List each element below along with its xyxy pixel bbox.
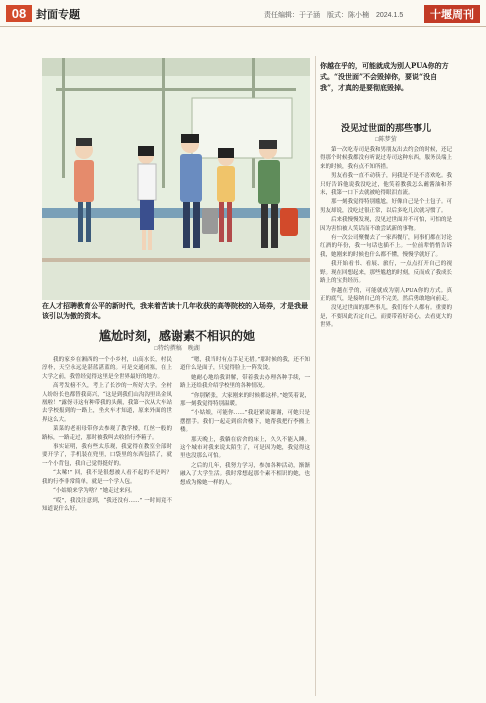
paragraph: 第一次吃寿司是我和男朋友出去约会的时候，还记得那个时候我都没有听说过寿司这种东西，服务员端上来的时候，我有点不知所措。 <box>320 147 452 170</box>
subway-scene-image <box>42 58 310 300</box>
paragraph: 我开始看书、看展、旅行，一点点打开自己的视野。现在回想起来，那些尴尬的时刻，反而成了我成长路上的宝贵经历。 <box>320 261 452 285</box>
paragraph: 那一刻我觉得特别尴尬，好像自己是个土包子。可男友却说，没吃过很正常，以后多吃几次就习惯了。 <box>320 199 452 214</box>
paragraph: 她耐心地给我讲解，带着我去办理各种手续，一路上还给我介绍学校里的各种情况。 <box>180 374 310 390</box>
article2-byline: □陈梦萤 <box>375 137 397 143</box>
paragraph: “你别紧张，大家刚来的时候都这样。”她笑着说，那一刻我觉得特别温暖。 <box>180 392 310 408</box>
subway-illustration <box>42 58 310 300</box>
article1-column-1 <box>42 356 172 694</box>
paragraph: “嗯，我当时有点手足无措。”那时候的我，还不知道什么是面子，只觉得脸上一阵发烫。 <box>180 357 310 372</box>
page-header <box>0 0 486 27</box>
paragraph: 后来我慢慢发现，没见过世面并不可怕，可怕的是因为害怕被人笑话而不敢尝试新的事物。 <box>320 217 452 232</box>
article2-title: 没见过世面的那些事儿 <box>340 124 431 134</box>
paragraph: 高考发榜不久，考上了长沙的一所好大学。全村人纷纷长也都替我高兴，“这是到我们山沟沟里出金凤凰啦！”露伢寻这有种带我的头颠，我第一次从大车站去学校报到的一路上，坐火车才知道，原来外面的世界这么大。 <box>42 383 172 423</box>
paragraph: “哎”，我没注意到，“我还没有……” 一时间竟不知道说什么好。 <box>42 497 172 512</box>
paragraph: “小姑娘，可能你……”我赶紧说谢谢，可她只是摆摆手。我们一起走到宿舍楼下，她帮我把行李搬上楼。 <box>180 410 310 434</box>
newspaper-brand: 十堰周刊 <box>424 5 480 23</box>
paragraph: 之后的几年，我努力学习，参加各种活动，渐渐融入了大学生活。我时常想起那个素不相识的她，也想成为像她一样的人。 <box>180 462 310 486</box>
illustration-caption: 在人才招聘教育公平的新时代，我来着苦读十几年收获的高等院校的入场券，才是我最该引以为傲的资本。 <box>42 303 308 320</box>
section-title: 封面专题 <box>36 9 80 21</box>
paragraph: 我的家乡在湘西的一个小乡村，山高水长，村民淳朴，天空永远是湛蓝湛蓝的。可是交通闭塞，在上大学之前，我曾经觉得这里是全世界最好的地方。 <box>42 357 172 380</box>
paragraph: 有一次公司聚餐去了一家西餐厅，同事们都在讨论红酒的年份，我一句话也插不上。一位前辈悄悄告诉我，她刚来的时候也什么都不懂，慢慢学就好了。 <box>320 235 452 258</box>
article2-intro: 你越在乎的，可能就成为别人PUA你的方式。“没世面”不会毁掉你，要说“没自我”，才真的是要彻底毁掉。 <box>320 61 449 92</box>
paragraph: 没见过世面的那些事儿，我们每个人都有。重要的是，不要因此否定自己，而要带着好奇心，去看更大的世界。 <box>320 305 452 329</box>
article1-title: 尴尬时刻，感谢素不相识的她 <box>98 329 255 343</box>
article1-column-2 <box>180 356 310 694</box>
paragraph: “太嗦!” 回，我不是很想被人看不起的不是吗？我的行李非常简单，就是一个学人包。 <box>42 470 172 485</box>
paragraph: 那天晚上，我躺在宿舍的床上，久久不能入睡。这个城市对我来说太陌生了，可是因为她，我觉得这里也没那么可怕。 <box>180 436 310 460</box>
editor-meta: 责任编辑：于子涵 版式：陈小楠 2024.1.5 <box>264 12 404 19</box>
column-divider <box>315 56 316 696</box>
paragraph: “小姑娘来学为啥？”她走过来问。 <box>53 488 136 495</box>
article2-column <box>320 146 452 698</box>
paragraph: 你越在乎的，可能就成为别人PUA你的方式。真正的底气，是接纳自己的不完美，然后勇敢地向前走。 <box>320 287 452 302</box>
paragraph: 事实证明，我有些太乐观，我觉得在教室全部时要开学了，手机装在兜里，口袋里的东西包括了，就一个小背包，我自己觉得挺好的。 <box>42 444 172 467</box>
paragraph: 男友看我一直不动筷子，问我是不是不喜欢吃。我只好告诉他说我没吃过，他笑着教我怎么蘸酱油和芥末，我第一口下去就被呛得眼泪直流。 <box>320 173 452 197</box>
paragraph: 菜菜的老祖母带你去参观了教学楼，红丝一般的路标，一路走过，那时被我叫去收拾行李箱子。 <box>42 426 172 441</box>
article1-byline: □特约撰稿 晚湖 <box>154 346 200 352</box>
page-number: 08 <box>6 5 32 22</box>
